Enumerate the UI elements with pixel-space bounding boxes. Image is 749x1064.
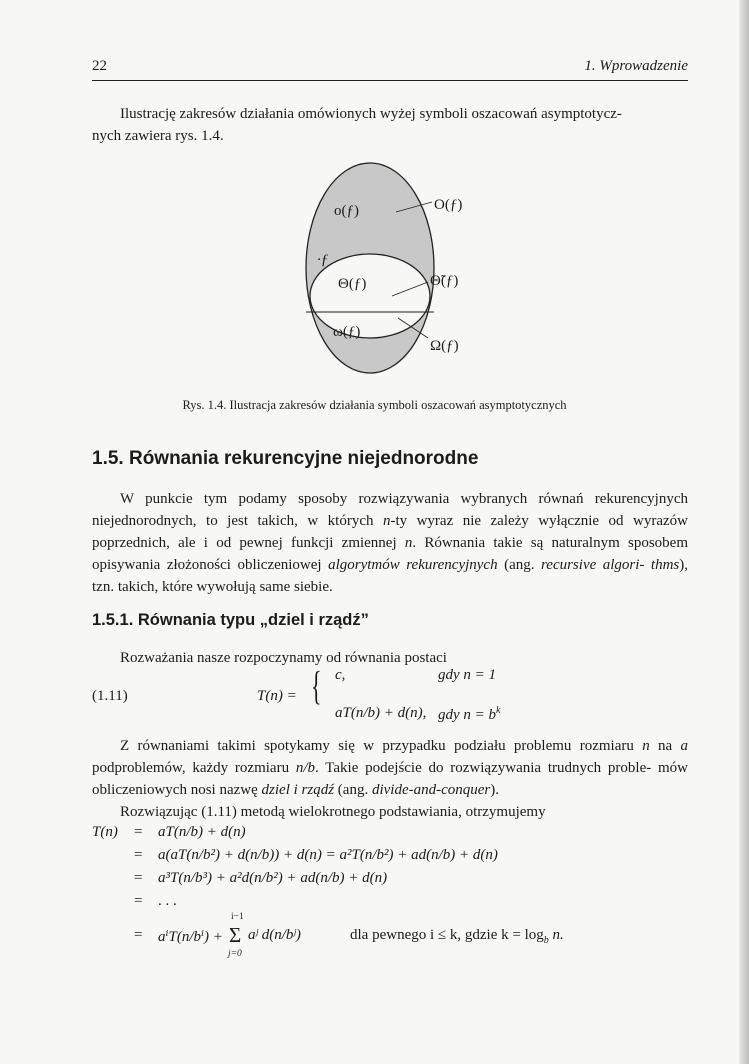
case2-condition: gdy $n = b^k$ xyxy=(438,705,501,723)
label-big-o: O(ƒ) xyxy=(434,197,463,213)
label-theta: Θ(ƒ) xyxy=(338,276,367,292)
label-small-o: o(ƒ) xyxy=(334,203,359,219)
label-small-omega: ω(ƒ) xyxy=(333,324,361,340)
derivation-lhs: T(n) xyxy=(92,824,118,840)
section-paragraph: W punkcie tym podamy sposoby rozwiązywania wybranych równań rekurencyjnych niejednorodnych, to jest takich, w których n-ty wyraz nie zależy wyłącznie od wyrazów poprzednich, ale i od pewnej funkcji zmiennej n. Równania takie są naturalnym sposobem opisywania złożoności obliczeniowej algorytmów rekurencyjnych (ang. recursive algori- thms), tzn. takich, które wywołują same siebie. xyxy=(92,491,689,595)
label-f: ·ƒ xyxy=(317,252,329,268)
method-paragraph: Rozwiązując (1.11) metodą wielokrotnego podstawiania, otrzymujemy xyxy=(120,804,546,820)
brace: { xyxy=(311,663,322,708)
label-theta-tilde: Θ̃(ƒ) xyxy=(430,273,459,289)
derivation-row-2: a(aT(n/b²) + d(n/b)) + d(n) = a²T(n/b²) + ad(n/b) + d(n) xyxy=(158,847,498,863)
case1-expression: c, xyxy=(335,667,346,683)
sum-lower: j=0 xyxy=(228,949,242,959)
figure-caption: Rys. 1.4. Ilustracja zakresów działania symboli oszacowań asymptotycznych xyxy=(182,398,567,412)
label-big-omega: Ω(ƒ) xyxy=(430,338,459,354)
intro-paragraph: Ilustrację zakresów działania omówionych wyżej symboli oszacowań asymptotycz- nych zawiera rys. 1.4. xyxy=(92,106,622,144)
chapter-title: 1. Wprowadzenie xyxy=(584,58,688,74)
sum-upper: i−1 xyxy=(231,912,244,922)
equation-lhs: T(n) = xyxy=(257,688,297,704)
subsection-title: 1.5.1. Równania typu „dziel i rządź” xyxy=(92,611,369,629)
derivation-row-5: aⁱT(n/bⁱ) + xyxy=(158,929,223,945)
case1-condition: gdy n = 1 xyxy=(438,667,497,683)
book-spine-shadow xyxy=(739,0,749,1064)
derivation-row-3: a³T(n/b³) + a²d(n/b²) + ad(n/b) + d(n) xyxy=(158,870,388,886)
derivation-row-1: aT(n/b) + d(n) xyxy=(158,824,246,840)
document-page: 22 1. Wprowadzenie Ilustrację zakresów działania omówionych wyżej symboli oszacowań asymptotycz- nych zawiera rys. 1.4. o(ƒ) O(ƒ) ·ƒ Θ(ƒ) Θ̃(ƒ) ω(ƒ) Ω(ƒ) Rys. 1.4. Ilustracja zakresów działania symboli oszacowań asymptotycznych 1.5. Równania rekurencyjne niejednorodne W punkcie tym podamy sposoby rozwiązywania wybranych równań rekurencyjnych niejednorodnych, to jest takich, w których n-ty wyraz nie zależy wyłącznie od wyrazów poprzednich, ale i od pewnej funkcji zmiennej n. Równania takie są naturalnym sposobem opisywania złożoności obliczeniowej algorytmów rekurencyjnych (ang. recursive algori- thms), tzn. takich, które wywołują same siebie. 1.5.1. Równania typu „dziel i rządź” Rozważania nasze rozpoczynamy od równania postaci (1.11) T(n) = { c, gdy n = 1 aT(n/b) + d(n), gdy $n = b^k$ Z równaniami takimi spotykamy się w przypadku podziału problemu rozmiaru n na a podproblemów, każdy rozmiaru n/b. Takie podejście do rozwiązywania trudnych proble- mów obliczeniowych nosi nazwę dziel i rządź (ang. divide-and-conquer). Rozwiązując (1.11) metodą wielokrotnego podstawiania, otrzymujemy T(n) = aT(n/b) + d(n) = a(aT(n/b²) + d(n/b)) + d(n) = a²T(n/b²) + ad(n/b) + d(n) = a³T(n/b³) + a²d(n/b²) + ad(n/b) + d(n) = . . . = aⁱT(n/bⁱ) + i−1 Σ j=0 aʲ d(n/bʲ) dla pewnego i ≤ k, gdzie $k = \log_b n$. xyxy=(0,0,749,1064)
sum-term: aʲ d(n/bʲ) xyxy=(248,927,301,943)
page-number: 22 xyxy=(92,58,107,74)
section-title: 1.5. Równania rekurencyjne niejednorodne xyxy=(92,448,479,469)
equation-number: (1.11) xyxy=(92,688,128,704)
derivation-tail: dla pewnego i ≤ k, gdzie $k = \log_b n$. xyxy=(350,927,564,946)
case2-expression: aT(n/b) + d(n), xyxy=(335,705,427,721)
sum-symbol: Σ xyxy=(229,923,242,947)
asymptotic-diagram xyxy=(0,0,749,400)
subsection-intro: Rozważania nasze rozpoczynamy od równania postaci xyxy=(120,650,447,666)
divide-conquer-paragraph: Z równaniami takimi spotykamy się w przypadku podziału problemu rozmiaru n na a podproblemów, każdy rozmiaru n/b. Takie podejście do rozwiązywania trudnych proble- mów obliczeniowych nosi nazwę dziel i rządź (ang. divide-and-conquer). xyxy=(92,738,689,798)
derivation-row-4: . . . xyxy=(158,893,177,909)
